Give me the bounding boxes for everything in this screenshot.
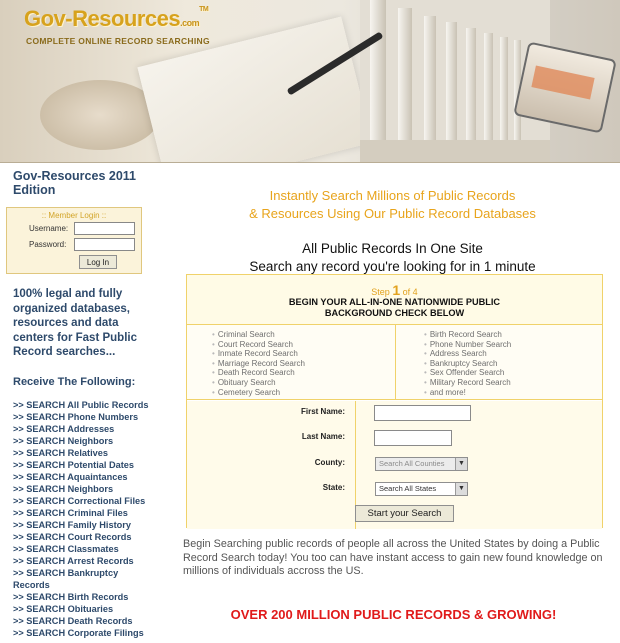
county-label: County: [314,458,345,467]
search-link[interactable]: >> SEARCH Neighbors [13,436,114,446]
last-name-input[interactable] [374,430,452,446]
search-links-list [13,399,155,639]
search-types-divider [395,325,396,400]
county-select[interactable] [375,457,468,471]
records-count-banner: OVER 200 MILLION PUBLIC RECORDS & GROWING! [230,607,557,622]
search-link[interactable]: >> SEARCH Aquaintances [13,472,128,482]
search-link[interactable]: >> SEARCH Court Records [13,532,132,542]
search-link[interactable]: >> SEARCH Relatives [13,448,108,458]
search-link[interactable]: >> SEARCH Obituaries [13,604,114,614]
member-login-box [6,207,142,274]
search-step-box [186,274,603,528]
search-type-item: • and more! [424,388,511,398]
first-name-label: First Name: [300,407,345,416]
county-select-value: Search All Counties [379,459,445,468]
search-type-item: • Marriage Record Search [212,359,305,369]
search-type-item: • Address Search [424,349,511,359]
step-current: 1 [392,282,401,298]
search-type-item: • Death Record Search [212,368,305,378]
search-form [187,401,602,529]
search-type-item: • Military Record Search [424,378,511,388]
search-link[interactable]: >> SEARCH Corporate Filings [13,628,144,638]
search-type-item: • Obituary Search [212,378,305,388]
search-link[interactable]: >> SEARCH All Public Records [13,400,149,410]
headline-line-1: Instantly Search Millions of Public Records [269,188,516,203]
state-select-value: Search All States [379,484,437,493]
search-type-item: • Court Record Search [212,340,305,350]
headline-line-2: & Resources Using Our Public Record Databases [249,206,536,221]
login-legend: :: Member Login :: [41,211,107,220]
password-label: Password: [29,240,67,249]
search-type-item: • Inmate Record Search [212,349,305,359]
search-types [187,325,602,400]
search-types-left [212,330,305,397]
step-total: 4 [412,287,418,297]
search-link[interactable]: >> SEARCH Bankruptcy Records [13,568,119,590]
step-header [187,275,602,325]
all-records-line-1: All Public Records In One Site [302,241,483,256]
username-input[interactable] [74,222,135,235]
banner-hand-image [40,80,160,150]
step-title-line-1: BEGIN YOUR ALL-IN-ONE NATIONWIDE PUBLIC [288,297,501,307]
search-link[interactable]: >> SEARCH Addresses [13,424,115,434]
all-records-heading [185,240,600,276]
state-label: State: [322,483,345,492]
search-link[interactable]: >> SEARCH Neighbors [13,484,114,494]
step-of: of [402,287,411,297]
site-tagline: COMPLETE ONLINE RECORD SEARCHING [26,36,210,46]
search-type-item: • Birth Record Search [424,330,511,340]
chevron-down-icon: ▼ [455,483,467,495]
password-input[interactable] [74,238,135,251]
search-types-right [424,330,511,397]
search-type-item: • Criminal Search [212,330,305,340]
site-banner [0,0,620,163]
receive-title: Receive The Following: [13,376,136,388]
sidebar-blurb: 100% legal and fully organized databases, resources and data centers for Fast Public Record searches... [13,288,137,358]
search-type-item: • Phone Number Search [424,340,511,350]
search-link[interactable]: >> SEARCH Arrest Records [13,556,134,566]
search-type-item: • Cemetery Search [212,388,305,398]
search-link[interactable]: >> SEARCH Criminal Files [13,508,128,518]
site-logo[interactable] [24,6,208,32]
sidebar [0,163,155,643]
all-records-line-2: Search any record you're looking for in 1 minute [249,259,536,274]
search-type-item: • Sex Offender Search [424,368,511,378]
step-prefix: Step [371,287,390,297]
main-headline [185,187,600,223]
step-title-line-2: BACKGROUND CHECK BELOW [324,308,465,318]
chevron-down-icon: ▼ [455,458,467,470]
search-link[interactable]: >> SEARCH Death Records [13,616,133,626]
search-type-item: • Bankruptcy Search [424,359,511,369]
edition-title: Gov-Resources 2011 Edition [13,169,136,197]
first-name-input[interactable] [374,405,471,421]
search-link[interactable]: >> SEARCH Birth Records [13,592,129,602]
search-link[interactable]: >> SEARCH Phone Numbers [13,412,139,422]
search-link[interactable]: >> SEARCH Potential Dates [13,460,135,470]
logo-main: Gov-Resources [24,6,181,31]
logo-trademark: TM [199,6,209,13]
username-label: Username: [29,224,69,233]
login-button[interactable]: Log In [79,255,117,269]
step-indicator [187,282,602,298]
start-search-button[interactable]: Start your Search [355,505,454,522]
step-title [187,297,602,319]
logo-domain: .com [180,18,200,28]
search-link[interactable]: >> SEARCH Family History [13,520,131,530]
last-name-label: Last Name: [301,432,345,441]
search-link[interactable]: >> SEARCH Correctional Files [13,496,146,506]
search-link[interactable]: >> SEARCH Classmates [13,544,119,554]
state-select[interactable] [375,482,468,496]
intro-paragraph: Begin Searching public records of people all across the United States by doing a Public Record Search today! You too can have instant access to gain new found knowledge on millions of individuals accross the US. [183,538,603,577]
